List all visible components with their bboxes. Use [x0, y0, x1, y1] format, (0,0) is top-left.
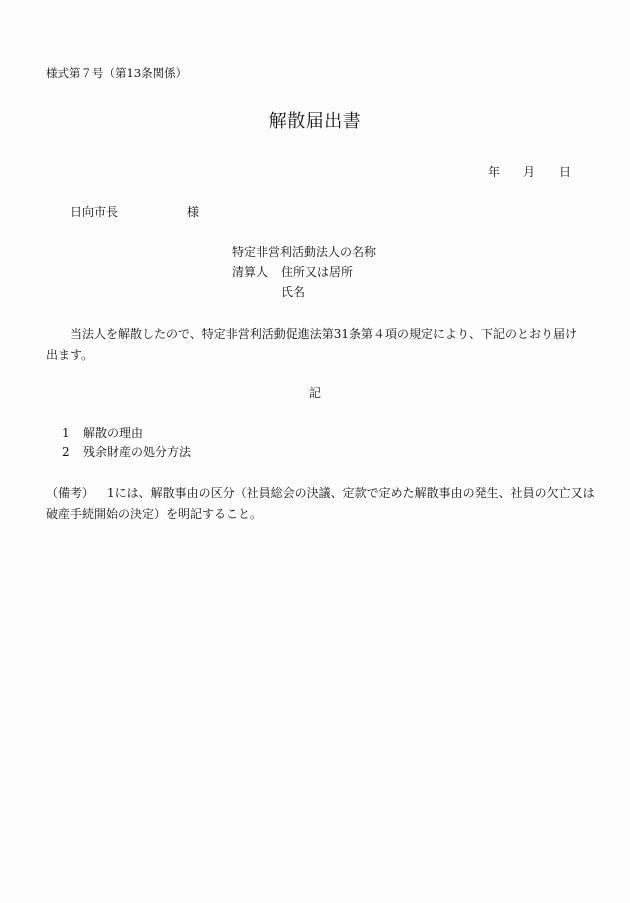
form-number: 様式第７号（第13条関係）	[46, 66, 188, 80]
remarks-label: （備考）	[46, 486, 95, 500]
ki-heading: 記	[308, 386, 321, 400]
item-number: 2	[62, 445, 70, 459]
item-number: 1	[62, 426, 70, 440]
remarks-text-line1: 1には、解散事由の区分（社員総会の決議、定款で定めた解散事由の発生、社員の欠亡又は	[107, 486, 595, 500]
honorific: 様	[187, 205, 200, 219]
org-name-label: 特定非営利活動法人の名称	[232, 245, 377, 259]
item-text: 解散の理由	[83, 426, 144, 440]
liquidator-address-label: 住所又は居所	[281, 265, 354, 279]
date-line	[488, 166, 579, 178]
body-paragraph: 当法人を解散したので、特定非営利活動促進法第31条第４項の規定により、下記のとおり届け出ます。	[46, 327, 578, 362]
document-title: 解散届出書	[268, 111, 362, 132]
liquidator-name-label: 氏名	[281, 285, 306, 299]
liquidator-label: 清算人	[232, 265, 269, 279]
addressee: 日向市長	[70, 205, 119, 219]
item-text: 残余財産の処分方法	[83, 445, 192, 459]
date-day-label: 日	[559, 165, 572, 179]
remarks-text-line2: 破産手続開始の決定）を明記すること。	[46, 507, 263, 521]
date-year-label: 年	[488, 165, 501, 179]
date-month-label: 月	[523, 165, 536, 179]
